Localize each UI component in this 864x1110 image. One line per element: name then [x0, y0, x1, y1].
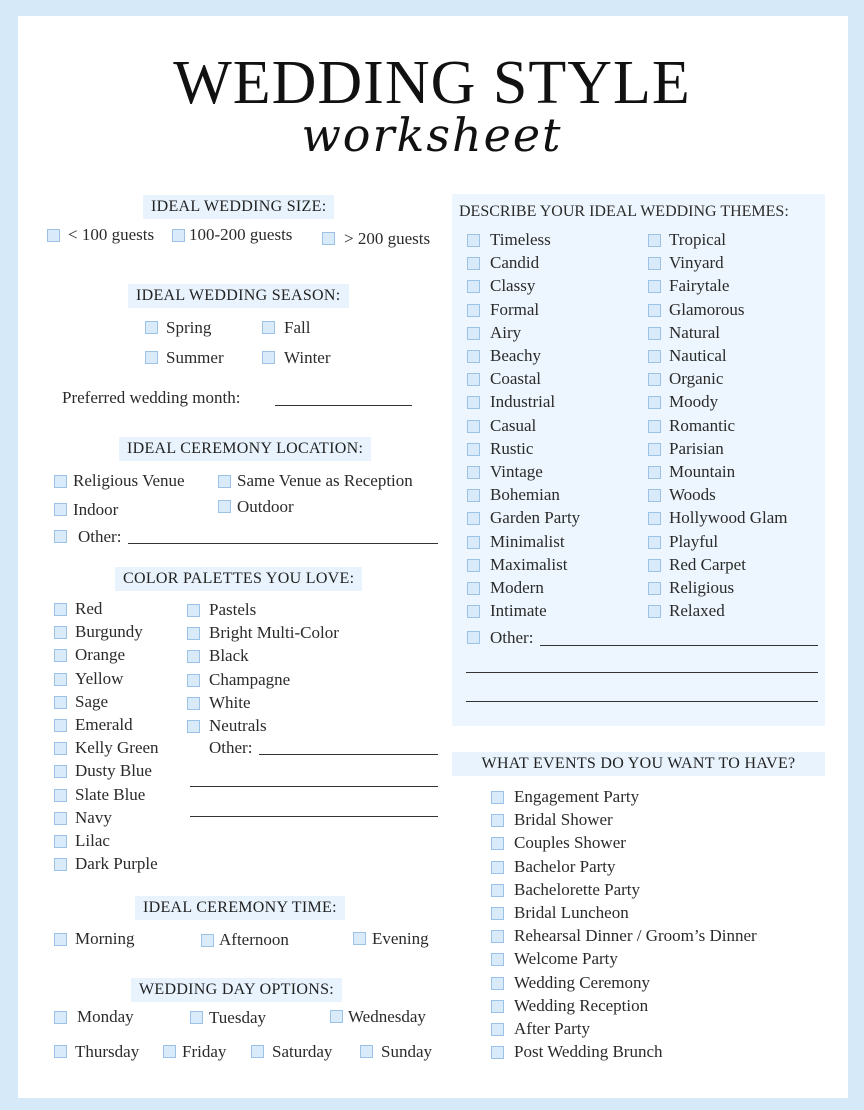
event-option-label: Couples Shower: [514, 833, 626, 853]
theme-option-checkbox[interactable]: [467, 489, 480, 502]
time-morning-label: Morning: [75, 929, 135, 948]
theme-option-label: Red Carpet: [669, 554, 746, 574]
theme-option-checkbox[interactable]: [648, 559, 661, 572]
color-option-label: Neutrals: [209, 716, 267, 735]
event-option-label: Rehearsal Dinner / Groom’s Dinner: [514, 926, 757, 946]
location-other-checkbox[interactable]: [54, 530, 67, 543]
event-option-label: Engagement Party: [514, 787, 640, 806]
color-option-checkbox[interactable]: [187, 627, 200, 640]
color-option-label: Black: [209, 646, 249, 666]
theme-option-label: Playful: [669, 531, 719, 551]
theme-option-checkbox[interactable]: [648, 512, 661, 525]
theme-option-label: Classy: [490, 276, 536, 296]
size-100-200-checkbox[interactable]: [172, 229, 185, 242]
theme-option-label: Tropical: [669, 230, 726, 249]
theme-option-checkbox[interactable]: [648, 582, 661, 595]
theme-option-checkbox[interactable]: [467, 466, 480, 479]
theme-option-checkbox[interactable]: [648, 257, 661, 270]
color-option-label: Bright Multi-Color: [209, 623, 339, 643]
theme-option-label: Candid: [490, 253, 540, 273]
theme-option-checkbox[interactable]: [467, 304, 480, 317]
theme-option-checkbox[interactable]: [648, 443, 661, 456]
season-spring-checkbox[interactable]: [145, 321, 158, 334]
event-option-label: Bridal Luncheon: [514, 903, 629, 922]
colors-other-line-3[interactable]: [190, 816, 438, 817]
page-title: WEDDING STYLE: [173, 49, 691, 117]
theme-option-label: Fairytale: [669, 276, 730, 296]
theme-option-checkbox[interactable]: [467, 257, 480, 270]
day-saturday-label: Saturday: [272, 1042, 333, 1061]
color-option-label: Kelly Green: [75, 738, 159, 758]
event-option-label: Bachelorette Party: [514, 879, 641, 899]
color-option-checkbox[interactable]: [54, 789, 67, 802]
color-option-checkbox[interactable]: [54, 603, 67, 616]
day-saturday-checkbox[interactable]: [251, 1045, 264, 1058]
events-heading: WHAT EVENTS DO YOU WANT TO HAVE?: [452, 752, 825, 776]
color-option-checkbox[interactable]: [54, 626, 67, 639]
day-thursday-checkbox[interactable]: [54, 1045, 67, 1058]
theme-option-label: Casual: [490, 415, 537, 435]
event-option-checkbox[interactable]: [491, 930, 504, 943]
theme-option-label: Nautical: [669, 346, 727, 365]
location-same-venue-checkbox[interactable]: [218, 475, 231, 488]
colors-other-line-2[interactable]: [190, 786, 438, 787]
time-afternoon-label: Afternoon: [219, 930, 289, 949]
location-indoor-checkbox[interactable]: [54, 503, 67, 516]
event-option-checkbox[interactable]: [491, 1046, 504, 1059]
theme-option-checkbox[interactable]: [648, 536, 661, 549]
themes-other-line-2[interactable]: [466, 672, 818, 673]
themes-other-line-1[interactable]: [540, 645, 818, 646]
color-option-label: Dusty Blue: [75, 761, 152, 781]
event-option-checkbox[interactable]: [491, 861, 504, 874]
location-indoor-label: Indoor: [73, 500, 119, 519]
theme-option-checkbox[interactable]: [467, 280, 480, 293]
theme-option-label: Woods: [669, 485, 716, 505]
day-friday-checkbox[interactable]: [163, 1045, 176, 1058]
day-thursday-label: Thursday: [75, 1042, 140, 1061]
color-option-label: Burgundy: [75, 622, 143, 642]
theme-option-label: Parisian: [669, 438, 724, 458]
time-evening-label: Evening: [372, 929, 429, 948]
theme-option-label: Organic: [669, 369, 724, 389]
theme-option-label: Hollywood Glam: [669, 508, 788, 528]
theme-option-label: Garden Party: [490, 508, 581, 528]
color-option-checkbox[interactable]: [54, 719, 67, 732]
theme-option-label: Timeless: [490, 230, 551, 249]
day-friday-label: Friday: [182, 1042, 227, 1061]
location-religious-checkbox[interactable]: [54, 475, 67, 488]
theme-option-checkbox[interactable]: [467, 396, 480, 409]
theme-option-label: Glamorous: [669, 299, 745, 319]
event-option-label: Bachelor Party: [514, 856, 616, 876]
month-input-line[interactable]: [275, 405, 412, 406]
event-option-checkbox[interactable]: [491, 907, 504, 920]
theme-option-label: Mountain: [669, 462, 736, 481]
colors-other-line-1[interactable]: [259, 754, 438, 755]
month-label: Preferred wedding month:: [62, 388, 241, 407]
season-winter-checkbox[interactable]: [262, 351, 275, 364]
size-over-200-label: > 200 guests: [344, 229, 431, 248]
theme-option-label: Modern: [490, 578, 544, 597]
location-other-line[interactable]: [128, 543, 438, 544]
event-option-label: After Party: [514, 1019, 591, 1038]
theme-option-checkbox[interactable]: [467, 582, 480, 595]
theme-option-label: Moody: [669, 392, 719, 412]
theme-option-checkbox[interactable]: [648, 420, 661, 433]
season-summer-checkbox[interactable]: [145, 351, 158, 364]
event-option-checkbox[interactable]: [491, 1023, 504, 1036]
color-option-label: Dark Purple: [75, 854, 158, 874]
event-option-checkbox[interactable]: [491, 884, 504, 897]
location-outdoor-label: Outdoor: [237, 497, 294, 516]
day-monday-checkbox[interactable]: [54, 1011, 67, 1024]
theme-option-label: Coastal: [490, 369, 541, 389]
color-option-checkbox[interactable]: [187, 604, 200, 617]
theme-option-label: Minimalist: [490, 531, 565, 551]
color-option-label: Slate Blue: [75, 784, 146, 804]
theme-option-label: Romantic: [669, 415, 736, 435]
season-fall-label: Fall: [284, 318, 311, 337]
event-option-checkbox[interactable]: [491, 837, 504, 850]
season-fall-checkbox[interactable]: [262, 321, 275, 334]
color-option-checkbox[interactable]: [54, 673, 67, 686]
theme-option-checkbox[interactable]: [648, 373, 661, 386]
location-religious-label: Religious Venue: [73, 471, 185, 490]
color-option-checkbox[interactable]: [187, 650, 200, 663]
theme-option-checkbox[interactable]: [467, 559, 480, 572]
color-option-label: White: [209, 692, 251, 712]
colors-heading: COLOR PALETTES YOU LOVE:: [115, 567, 362, 591]
color-option-checkbox[interactable]: [187, 674, 200, 687]
color-option-checkbox[interactable]: [54, 742, 67, 755]
theme-option-checkbox[interactable]: [467, 443, 480, 456]
theme-option-checkbox[interactable]: [648, 304, 661, 317]
event-option-checkbox[interactable]: [491, 1000, 504, 1013]
day-tuesday-label: Tuesday: [209, 1008, 266, 1027]
theme-option-label: Rustic: [490, 438, 534, 458]
theme-option-label: Formal: [490, 299, 540, 319]
color-option-checkbox[interactable]: [54, 858, 67, 871]
time-afternoon-checkbox[interactable]: [201, 934, 214, 947]
color-option-checkbox[interactable]: [54, 812, 67, 825]
day-wednesday-label: Wednesday: [348, 1007, 426, 1026]
themes-heading: DESCRIBE YOUR IDEAL WEDDING THEMES:: [459, 203, 789, 220]
day-sunday-label: Sunday: [381, 1042, 432, 1061]
theme-option-checkbox[interactable]: [467, 373, 480, 386]
theme-option-checkbox[interactable]: [467, 420, 480, 433]
theme-option-label: Religious: [669, 578, 735, 597]
theme-option-label: Maximalist: [490, 554, 568, 574]
days-heading: WEDDING DAY OPTIONS:: [131, 978, 342, 1002]
color-option-label: Champagne: [209, 669, 291, 689]
color-option-checkbox[interactable]: [54, 765, 67, 778]
theme-option-label: Vintage: [490, 462, 543, 481]
size-under-100-label: < 100 guests: [68, 225, 155, 244]
size-heading: IDEAL WEDDING SIZE:: [143, 195, 334, 219]
location-heading: IDEAL CEREMONY LOCATION:: [119, 437, 371, 461]
theme-option-label: Industrial: [490, 392, 556, 412]
themes-other-line-3[interactable]: [466, 701, 818, 702]
event-option-checkbox[interactable]: [491, 814, 504, 827]
event-option-label: Wedding Reception: [514, 995, 649, 1015]
theme-option-checkbox[interactable]: [648, 280, 661, 293]
color-option-checkbox[interactable]: [187, 720, 200, 733]
season-winter-label: Winter: [284, 348, 331, 367]
theme-option-checkbox[interactable]: [648, 466, 661, 479]
theme-option-label: Relaxed: [669, 601, 725, 621]
location-other-label: Other:: [78, 527, 122, 546]
color-option-label: Sage: [75, 691, 109, 711]
season-spring-label: Spring: [166, 318, 212, 337]
color-option-checkbox[interactable]: [54, 649, 67, 662]
color-option-label: Pastels: [209, 600, 257, 619]
event-option-checkbox[interactable]: [491, 953, 504, 966]
theme-option-label: Intimate: [490, 601, 547, 621]
season-heading: IDEAL WEDDING SEASON:: [128, 284, 349, 308]
theme-option-checkbox[interactable]: [648, 396, 661, 409]
location-same-venue-label: Same Venue as Reception: [237, 471, 413, 490]
color-option-label: Lilac: [75, 831, 110, 850]
color-option-label: Yellow: [75, 668, 124, 688]
page-subtitle: worksheet: [301, 108, 563, 162]
day-tuesday-checkbox[interactable]: [190, 1011, 203, 1024]
season-summer-label: Summer: [166, 348, 224, 367]
event-option-label: Post Wedding Brunch: [514, 1042, 663, 1062]
theme-option-label: Natural: [669, 322, 720, 342]
day-wednesday-checkbox[interactable]: [330, 1010, 343, 1023]
theme-option-checkbox[interactable]: [648, 605, 661, 618]
color-option-label: Red: [75, 599, 103, 618]
size-under-100-checkbox[interactable]: [47, 229, 60, 242]
theme-option-label: Beachy: [490, 346, 541, 365]
theme-option-checkbox[interactable]: [467, 234, 480, 247]
theme-option-label: Vinyard: [669, 253, 724, 273]
time-evening-checkbox[interactable]: [353, 932, 366, 945]
day-sunday-checkbox[interactable]: [360, 1045, 373, 1058]
colors-other-label: Other:: [209, 738, 253, 757]
theme-option-label: Bohemian: [490, 485, 560, 505]
color-option-checkbox[interactable]: [54, 696, 67, 709]
color-option-checkbox[interactable]: [187, 697, 200, 710]
event-option-label: Welcome Party: [514, 949, 618, 969]
size-over-200-checkbox[interactable]: [322, 232, 335, 245]
theme-option-checkbox[interactable]: [467, 327, 480, 340]
time-morning-checkbox[interactable]: [54, 933, 67, 946]
color-option-label: Emerald: [75, 715, 133, 734]
location-outdoor-checkbox[interactable]: [218, 500, 231, 513]
theme-option-checkbox[interactable]: [467, 350, 480, 363]
theme-option-checkbox[interactable]: [648, 234, 661, 247]
theme-option-label: Airy: [490, 322, 522, 342]
color-option-checkbox[interactable]: [54, 835, 67, 848]
theme-option-checkbox[interactable]: [467, 536, 480, 549]
themes-other-label: Other:: [490, 628, 534, 647]
event-option-checkbox[interactable]: [491, 977, 504, 990]
color-option-label: Navy: [75, 807, 112, 827]
event-option-label: Bridal Shower: [514, 810, 613, 830]
themes-other-checkbox[interactable]: [467, 631, 480, 644]
theme-option-checkbox[interactable]: [648, 489, 661, 502]
size-100-200-label: 100-200 guests: [189, 225, 293, 244]
time-heading: IDEAL CEREMONY TIME:: [135, 896, 345, 920]
theme-option-checkbox[interactable]: [467, 605, 480, 618]
color-option-label: Orange: [75, 645, 126, 665]
day-monday-label: Monday: [77, 1007, 134, 1026]
event-option-label: Wedding Ceremony: [514, 972, 651, 992]
event-option-checkbox[interactable]: [491, 791, 504, 804]
theme-option-checkbox[interactable]: [648, 350, 661, 363]
theme-option-checkbox[interactable]: [467, 512, 480, 525]
theme-option-checkbox[interactable]: [648, 327, 661, 340]
